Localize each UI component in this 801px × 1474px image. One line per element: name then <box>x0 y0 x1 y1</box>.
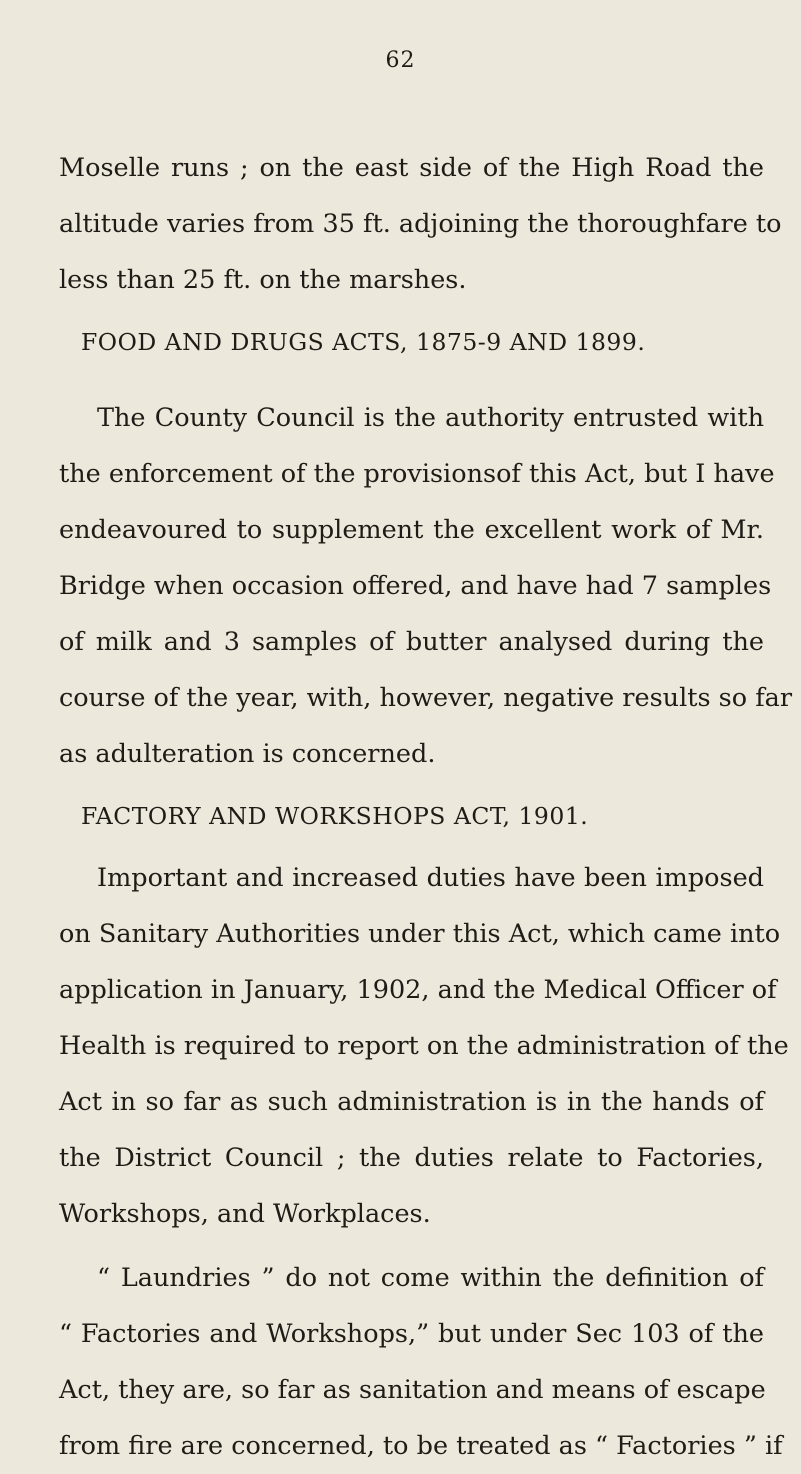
text-line: on Sanitary Authorities under this Act, which came into <box>59 919 781 949</box>
text-line: course of the year, with, however, negative results so far <box>59 683 793 713</box>
paragraph-spacer <box>59 1242 764 1250</box>
text-line: as adulteration is concerned. <box>59 739 436 769</box>
text-line: of milk and 3 samples of butter analysed during the <box>59 627 764 657</box>
text-line: less than 25 ft. on the marshes. <box>59 265 467 295</box>
text-line: Bridge when occasion offered, and have had 7 samples <box>59 571 772 601</box>
text-line: from fire are concerned, to be treated as “ Factories ” if <box>59 1431 783 1461</box>
text-line: Moselle runs ; on the east side of the High Road the <box>59 153 764 183</box>
text-line: “ Factories and Workshops,” but under Sec 103 of the <box>59 1319 764 1349</box>
page-number: 62 <box>385 48 416 73</box>
text-line: The County Council is the authority entrusted with <box>97 403 764 433</box>
text-line: altitude varies from 35 ft. adjoining the thoroughfare to <box>59 209 782 239</box>
text-line: the District Council ; the duties relate to Factories, <box>59 1143 764 1173</box>
text-line: application in January, 1902, and the Medical Officer of <box>59 975 777 1005</box>
text-line: the enforcement of the provisionsof this Act, but I have <box>59 459 775 489</box>
text-line: Health is required to report on the administration of the <box>59 1031 789 1061</box>
text-line: Act, they are, so far as sanitation and means of escape <box>59 1375 766 1405</box>
text-line: endeavoured to supplement the excellent work of Mr. <box>59 515 764 545</box>
paragraph-laundries <box>59 1250 783 1474</box>
text-line: Workshops, and Workplaces. <box>59 1199 431 1229</box>
paragraph-food-and-drugs <box>59 390 793 782</box>
text-line: Important and increased duties have been imposed <box>97 863 764 893</box>
text-line: Act in so far as such administration is in the hands of <box>59 1087 764 1117</box>
paragraph-factory-and-workshops <box>59 850 789 1242</box>
text-line: “ Laundries ” do not come within the definition of <box>97 1263 764 1293</box>
text-block <box>59 140 793 1474</box>
paragraph-intro <box>59 140 782 308</box>
heading-food-and-drugs: FOOD AND DRUGS ACTS, 1875-9 AND 1899. <box>81 328 646 356</box>
heading-factory-and-workshops: FACTORY AND WORKSHOPS ACT, 1901. <box>81 802 589 830</box>
